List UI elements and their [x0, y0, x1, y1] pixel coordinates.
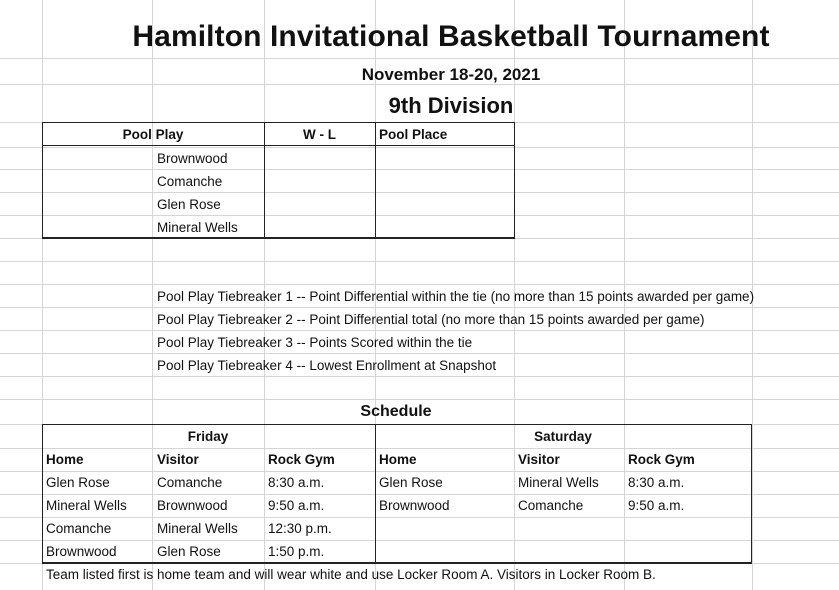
saturday-home-header: Home: [379, 452, 417, 467]
home-team: Glen Rose: [379, 475, 443, 490]
home-team: Mineral Wells: [46, 498, 127, 513]
pool-team: Comanche: [157, 174, 223, 189]
home-team: Brownwood: [379, 498, 450, 513]
footer-note: Team listed first is home team and will wear white and use Locker Room A. Visitors in Locker Room B.: [46, 567, 656, 582]
friday-visitor-header: Visitor: [157, 452, 199, 467]
game-time: 8:30 a.m.: [268, 475, 325, 490]
visitor-team: Brownwood: [157, 498, 228, 513]
page-title: Hamilton Invitational Basketball Tournament: [132, 20, 770, 53]
saturday-visitor-header: Visitor: [518, 452, 560, 467]
home-team: Brownwood: [46, 544, 117, 559]
game-time: 8:30 a.m.: [628, 475, 685, 490]
visitor-team: Mineral Wells: [518, 475, 599, 490]
pool-play-header: Pool Play: [122, 127, 184, 142]
visitor-team: Mineral Wells: [157, 521, 238, 536]
visitor-team: Comanche: [518, 498, 584, 513]
game-time: 9:50 a.m.: [268, 498, 325, 513]
pool-team: Mineral Wells: [157, 220, 238, 235]
friday-home-header: Home: [46, 452, 84, 467]
pool-team: Brownwood: [157, 151, 228, 166]
schedule-title: Schedule: [360, 403, 432, 420]
game-time: 1:50 p.m.: [268, 544, 325, 559]
home-team: Comanche: [46, 521, 112, 536]
tiebreaker-rule: Pool Play Tiebreaker 3 -- Points Scored within the tie: [157, 335, 473, 350]
friday-header: Friday: [187, 429, 229, 444]
tiebreaker-rule: Pool Play Tiebreaker 4 -- Lowest Enrollment at Snapshot: [157, 358, 497, 373]
game-time: 12:30 p.m.: [268, 521, 332, 536]
win-loss-header: W - L: [303, 127, 336, 142]
tournament-dates: November 18-20, 2021: [361, 65, 541, 84]
division-label: 9th Division: [388, 93, 514, 118]
tiebreaker-rule: Pool Play Tiebreaker 1 -- Point Differential within the tie (no more than 15 points awarded per game): [157, 289, 755, 304]
visitor-team: Glen Rose: [157, 544, 221, 559]
game-time: 9:50 a.m.: [628, 498, 685, 513]
home-team: Glen Rose: [46, 475, 110, 490]
saturday-header: Saturday: [534, 429, 592, 444]
pool-team: Glen Rose: [157, 197, 221, 212]
friday-gym-header: Rock Gym: [268, 452, 335, 467]
pool-place-header: Pool Place: [379, 127, 448, 142]
tiebreaker-rule: Pool Play Tiebreaker 2 -- Point Differential total (no more than 15 points awarded per game): [157, 312, 705, 327]
visitor-team: Comanche: [157, 475, 223, 490]
saturday-gym-header: Rock Gym: [628, 452, 695, 467]
